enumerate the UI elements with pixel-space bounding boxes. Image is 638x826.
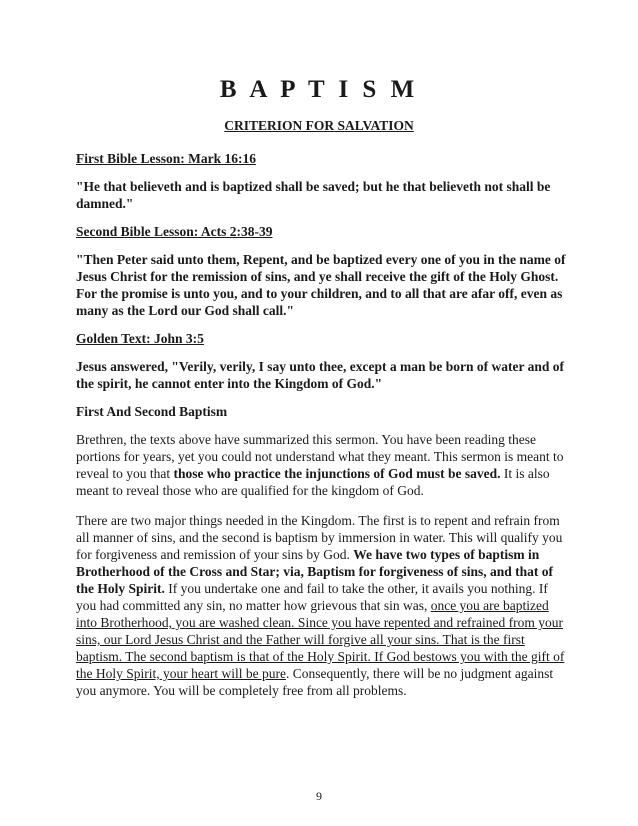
paragraph-1-bold: those who practice the injunctions of God must be saved.: [173, 466, 501, 481]
golden-text-heading: Golden Text: John 3:5: [76, 331, 204, 346]
lesson1-text: "He that believeth and is baptized shall be saved; but he that believeth not shall be damned.": [76, 179, 551, 211]
section-heading: First And Second Baptism: [76, 404, 228, 419]
paragraph-1-part-a: Brethren, the texts above have summarized this sermon. You have been reading these portions for years, yet you could not understand what they meant. This sermon is meant to reveal to you that: [76, 432, 564, 481]
paragraph-2-part-c: If you undertake one and fail to take the other, it avails you nothing. If you had committed any sin, no matter how grievous that sin was,: [76, 581, 548, 613]
golden-text-text: Jesus answered, "Verily, verily, I say unto thee, except a man be born of water and of the spirit, he cannot enter into the Kingdom of God.": [76, 359, 564, 391]
lesson2-text: "Then Peter said unto them, Repent, and be baptized every one of you in the name of Jesus Christ for the remission of sins, and ye shall receive the gift of the Holy Ghost. For the promise is unto you, and to your children, and to all that are afar off, even as many as the Lord our God shall call.": [76, 252, 566, 318]
lesson2-heading: Second Bible Lesson: Acts 2:38-39: [76, 224, 273, 239]
page-subtitle: CRITERION FOR SALVATION: [224, 118, 414, 133]
page-title: B A P T I S M: [219, 76, 419, 103]
paragraph-2-bold: We have two types of baptism in Brotherhood of the Cross and Star; via, Baptism for forgiveness of sins, and that of the Holy Spirit.: [76, 547, 554, 596]
paragraph-2: [76, 512, 570, 699]
document-body: [76, 150, 570, 699]
paragraph-1-part-c: It is also meant to reveal those who are qualified for the kingdom of God.: [76, 466, 550, 498]
paragraph-2-underlined: once you are baptized into Brotherhood, you are washed clean. Since you have repented and refrained from your sins, our Lord Jesus Christ and the Father will forgive all your sins. That is the first baptism. The second baptism is that of the Holy Spirit. If God bestows you with the gift of the Holy Spirit, your heart will be pure: [76, 598, 565, 681]
lesson1-heading: First Bible Lesson: Mark 16:16: [76, 151, 256, 166]
paragraph-2-part-e: . Consequently, there will be no judgment against you anymore. You will be completely free from all problems.: [76, 666, 554, 698]
paragraph-1: [76, 431, 570, 499]
page-number: 9: [316, 789, 322, 803]
paragraph-2-part-a: There are two major things needed in the Kingdom. The first is to repent and refrain from all manner of sins, and the second is baptism by immersion in water. This will qualify you for forgiveness and remission of your sins by God.: [76, 513, 563, 562]
